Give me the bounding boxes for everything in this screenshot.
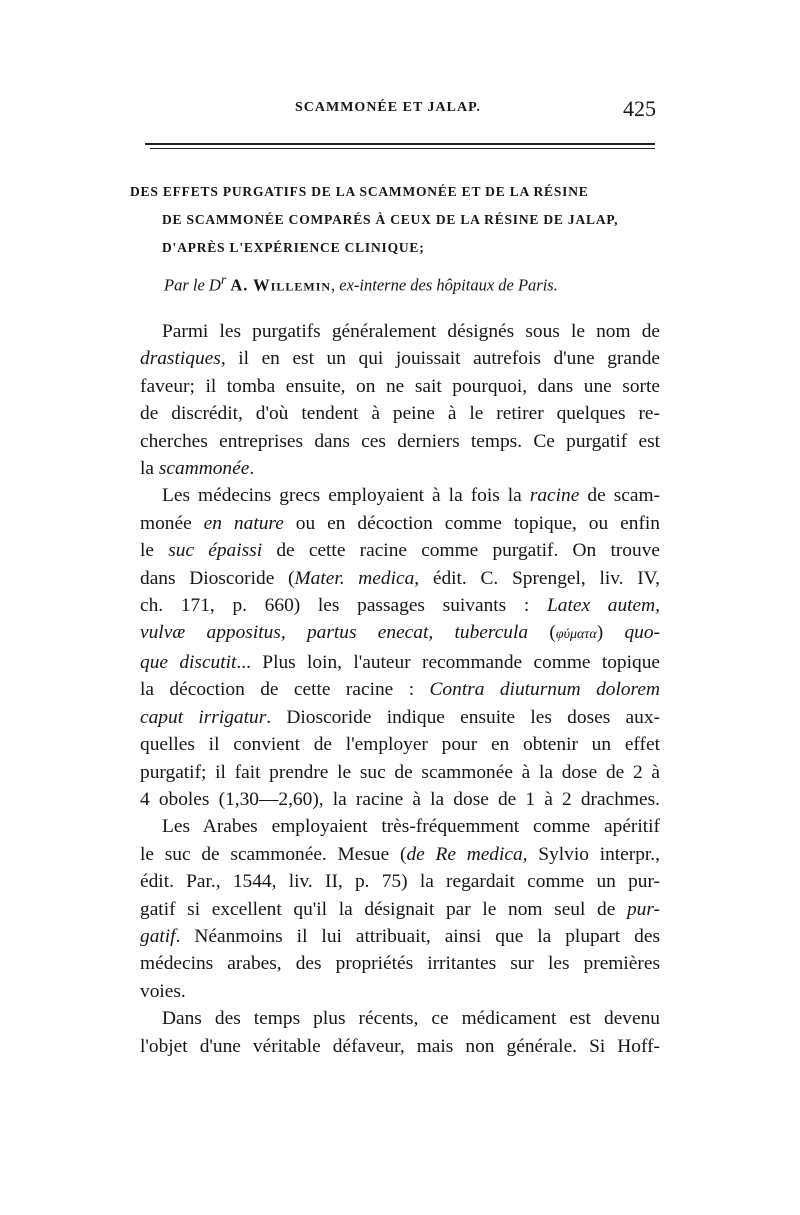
article-title bbox=[130, 178, 660, 262]
body-text bbox=[140, 318, 660, 1060]
text-line: la décoction de cette racine : Contra diuturnum dolorem bbox=[140, 679, 660, 701]
text-line: Les médecins grecs employaient à la fois la racine de scam- bbox=[162, 485, 660, 507]
text-line: gatif. Néanmoins il lui attribuait, ainsi que la plupart des bbox=[140, 925, 660, 947]
text-line: drastiques, il en est un qui jouissait autrefois d'une grande bbox=[140, 348, 660, 370]
article-title-line: DE SCAMMONÉE COMPARÉS À CEUX DE LA RÉSINE DE JALAP, bbox=[162, 212, 619, 227]
text-line: la scammonée. bbox=[140, 458, 255, 480]
header-rule-thin bbox=[150, 148, 655, 149]
text-line: 4 oboles (1,30—2,60), la racine à la dose de 1 à 2 drachmes. bbox=[140, 788, 660, 810]
byline bbox=[164, 272, 644, 296]
text-line: gatif si excellent qu'il la désignait par le nom seul de pur- bbox=[140, 898, 660, 920]
byline-suffix: , ex-interne des hôpitaux de Paris. bbox=[331, 275, 558, 295]
text-line: édit. Par., 1544, liv. II, p. 75) la regardait comme un pur- bbox=[140, 871, 660, 893]
text-line: caput irrigatur. Dioscoride indique ensuite les doses aux- bbox=[140, 706, 660, 728]
text-line: médecins arabes, des propriétés irritantes sur les premières bbox=[140, 953, 660, 975]
text-line: ch. 171, p. 660) les passages suivants : Latex autem, bbox=[140, 595, 660, 617]
greek-word: φύματα bbox=[555, 627, 597, 643]
byline-prefix: Par le D bbox=[164, 275, 221, 295]
text-line: que discutit... Plus loin, l'auteur recommande comme topique bbox=[140, 651, 661, 673]
byline-author: A. Willemin bbox=[230, 275, 332, 295]
article-title-line: D'APRÈS L'EXPÉRIENCE CLINIQUE; bbox=[162, 240, 425, 255]
text-line: quelles il convient de l'employer pour en obtenir un effet bbox=[140, 734, 660, 756]
text-line: vulvæ appositus, partus enecat, tubercula (φύματα) quo- bbox=[140, 622, 661, 644]
page-number: 425 bbox=[623, 96, 656, 121]
text-line: dans Dioscoride (Mater. medica, édit. C. Sprengel, liv. IV, bbox=[140, 567, 661, 589]
text-line: de discrédit, d'où tendent à peine à le retirer quelques re- bbox=[140, 403, 660, 425]
text-line: voies. bbox=[140, 980, 186, 1002]
running-title: SCAMMONÉE ET JALAP. bbox=[295, 100, 481, 115]
header-rule-thick bbox=[145, 143, 655, 145]
page-header bbox=[145, 96, 660, 126]
text-line: Les Arabes employaient très-fréquemment comme apéritif bbox=[162, 816, 660, 838]
byline-sup: r bbox=[220, 272, 227, 287]
text-line: monée en nature ou en décoction comme topique, ou enfin bbox=[140, 512, 660, 534]
text-line: l'objet d'une véritable défaveur, mais non générale. Si Hoff- bbox=[140, 1035, 660, 1057]
text-line: purgatif; il fait prendre le suc de scammonée à la dose de 2 à bbox=[140, 761, 660, 783]
text-line: cherches entreprises dans ces derniers temps. Ce purgatif est bbox=[140, 430, 660, 452]
text-line: Parmi les purgatifs généralement désignés sous le nom de bbox=[162, 321, 660, 342]
text-line: faveur; il tomba ensuite, on ne sait pourquoi, dans une sorte bbox=[140, 375, 660, 397]
text-line: Dans des temps plus récents, ce médicament est devenu bbox=[162, 1008, 660, 1030]
text-line: le suc épaissi de cette racine comme purgatif. On trouve bbox=[140, 540, 660, 562]
text-line: le suc de scammonée. Mesue (de Re medica, Sylvio interpr., bbox=[140, 843, 661, 865]
article-title-line: DES EFFETS PURGATIFS DE LA SCAMMONÉE ET DE LA RÉSINE bbox=[130, 184, 589, 199]
